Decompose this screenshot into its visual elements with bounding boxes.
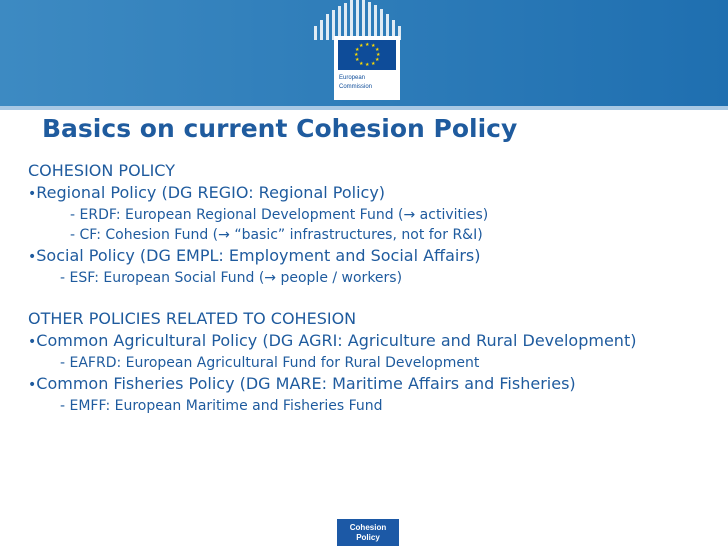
sub-item-erdf: - ERDF: European Regional Development Fund (→ activities) [70, 207, 489, 223]
bullet-regional-policy [28, 182, 708, 205]
spacer [28, 288, 708, 308]
section-heading-cohesion: COHESION POLICY [28, 161, 175, 180]
svg-text:★: ★ [355, 47, 360, 53]
svg-text:★: ★ [355, 57, 360, 63]
logo-line-commission: Commission [339, 84, 373, 90]
svg-text:★: ★ [376, 52, 381, 58]
european-commission-logo [312, 0, 404, 102]
svg-text:★: ★ [359, 43, 364, 49]
svg-text:★: ★ [365, 42, 370, 48]
sub-item-eafrd: - EAFRD: European Agricultural Fund for Rural Development [60, 355, 480, 371]
bullet-social-policy [28, 245, 708, 268]
footer-line-policy: Policy [356, 533, 380, 542]
logo-line-european: European [339, 75, 366, 81]
svg-text:★: ★ [354, 52, 359, 58]
bullet-agricultural-policy [28, 330, 708, 353]
footer-line-cohesion: Cohesion [349, 523, 387, 532]
sub-item-emff: - EMFF: European Maritime and Fisheries Fund [60, 398, 383, 414]
bullet-icon: • [28, 334, 37, 350]
footer-badge [337, 519, 399, 546]
svg-text:★: ★ [375, 57, 380, 63]
svg-text:★: ★ [371, 61, 376, 67]
eu-flag-icon [338, 40, 396, 70]
logo-plate [334, 36, 400, 100]
slide-body [28, 160, 708, 416]
bullet-icon: • [28, 377, 37, 393]
svg-text:★: ★ [371, 43, 376, 49]
logo-text [339, 74, 372, 92]
section-heading-other: OTHER POLICIES RELATED TO COHESION [28, 309, 357, 328]
header-stripe [0, 106, 728, 110]
bullet-text: Common Agricultural Policy (DG AGRI: Agriculture and Rural Development) [36, 331, 637, 350]
bullet-text: Regional Policy (DG REGIO: Regional Policy) [36, 183, 386, 202]
bullet-text: Common Fisheries Policy (DG MARE: Maritime Affairs and Fisheries) [36, 374, 576, 393]
sub-item-cf: - CF: Cohesion Fund (→ “basic” infrastructures, not for R&I) [70, 227, 483, 243]
slide-title: Basics on current Cohesion Policy [42, 114, 518, 143]
bullet-fisheries-policy [28, 373, 708, 396]
building-logo-icon [312, 0, 404, 40]
svg-text:★: ★ [359, 61, 364, 67]
bullet-text: Social Policy (DG EMPL: Employment and Social Affairs) [36, 246, 481, 265]
svg-text:★: ★ [375, 47, 380, 53]
svg-text:★: ★ [365, 62, 370, 68]
bullet-icon: • [28, 249, 37, 265]
sub-item-esf: - ESF: European Social Fund (→ people / workers) [60, 270, 403, 286]
bullet-icon: • [28, 186, 37, 202]
